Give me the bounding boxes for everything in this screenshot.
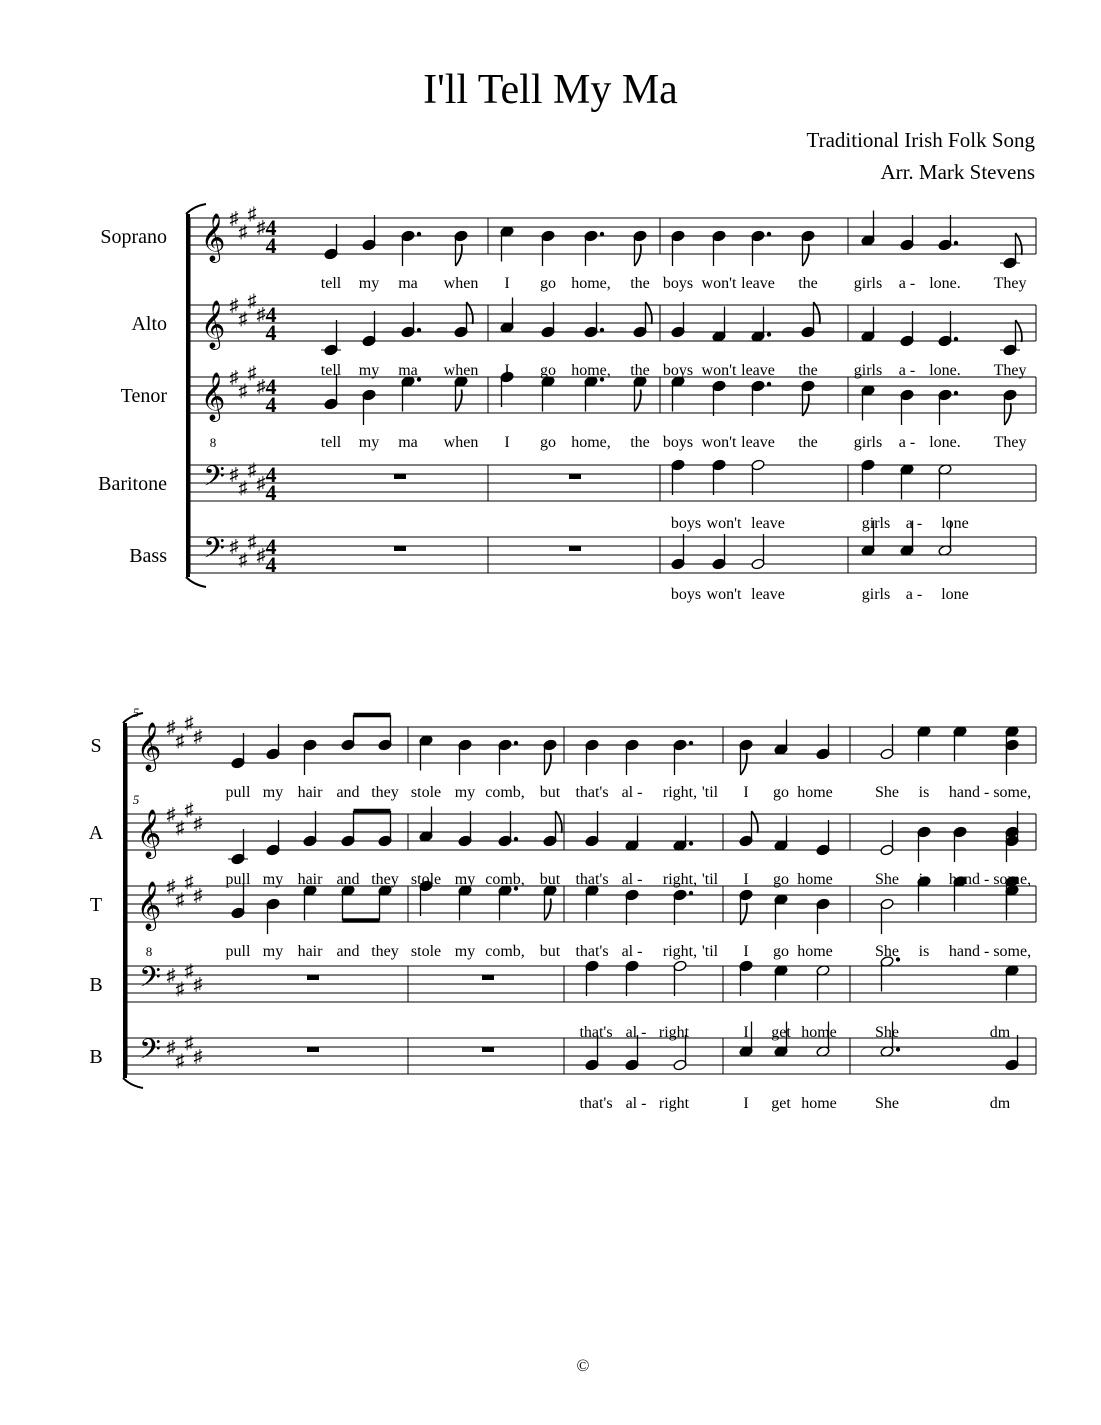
dot	[600, 328, 604, 332]
bass-clef-icon: 𝄢	[139, 1035, 161, 1072]
staff-name: A	[88, 822, 104, 844]
whole-rest	[394, 546, 406, 551]
whole-rest	[482, 975, 494, 980]
lyric-syllable: my	[262, 943, 284, 960]
sharp-icon: ♯	[238, 308, 248, 329]
treble-clef-icon: 𝄞	[200, 374, 226, 420]
dot	[417, 328, 421, 332]
lyric-syllable: leave	[741, 434, 775, 451]
lyric-syllable: dm	[989, 1024, 1011, 1041]
staff-name: Tenor	[120, 385, 167, 407]
lyric-syllable: al -	[625, 1024, 647, 1041]
lyric-syllable: hair	[297, 784, 323, 801]
lyric-syllable: tell	[320, 275, 342, 292]
dot	[767, 232, 771, 236]
time-signature-numerator: 4	[265, 374, 277, 399]
lyric-syllable: boys	[670, 586, 702, 603]
staff-name: B	[89, 974, 103, 996]
composer-credit: Traditional Irish Folk Song	[806, 128, 1035, 152]
lyric-syllable: is	[918, 871, 930, 888]
lyric-syllable: stole	[410, 943, 442, 960]
lyric-syllable: She	[875, 943, 899, 960]
lyric-syllable: boys	[670, 515, 702, 532]
lyric-syllable: al -	[621, 784, 643, 801]
staff-name: Baritone	[98, 473, 167, 495]
dot	[767, 382, 771, 386]
lyric-syllable: but	[539, 943, 561, 960]
sharp-icon: ♯	[256, 376, 266, 396]
lyric-syllable: the	[630, 275, 650, 292]
lyric-syllable: is	[918, 943, 930, 960]
sharp-icon: ♯	[193, 1046, 203, 1066]
sharp-icon: ♯	[193, 726, 203, 746]
lyric-syllable: that's	[575, 784, 609, 801]
sharp-icon: ♯	[256, 473, 266, 493]
bass-clef-icon: 𝄢	[203, 534, 225, 571]
whole-rest	[394, 474, 406, 479]
lyric-syllable: but	[539, 871, 561, 888]
dot	[689, 741, 693, 745]
lyric-syllable: go	[773, 784, 789, 801]
bracket-top	[186, 204, 206, 214]
lyric-syllable: my	[262, 871, 284, 888]
lyric-syllable: al -	[621, 871, 643, 888]
system-bracket	[123, 723, 127, 1078]
lyric-syllable: boys	[662, 275, 694, 292]
eighth-flag	[456, 390, 462, 412]
octave-marker: 8	[145, 944, 153, 959]
time-signature-denominator: 4	[265, 392, 277, 417]
whole-rest	[307, 1047, 319, 1052]
dot	[417, 232, 421, 236]
lyric-syllable: my	[454, 871, 476, 888]
lyric-syllable: She	[875, 871, 899, 888]
sharp-icon: ♯	[238, 477, 248, 498]
lyric-syllable: a -	[905, 586, 923, 603]
lyric-syllable: home	[801, 1024, 837, 1041]
lyric-syllable: 'til	[701, 784, 719, 801]
sharp-icon: ♯	[256, 304, 266, 324]
lyric-syllable: right	[658, 1095, 690, 1112]
lyric-syllable: won't	[706, 586, 742, 603]
treble-clef-icon: 𝄞	[136, 724, 162, 770]
lyric-syllable: ma	[398, 362, 418, 379]
sharp-icon: ♯	[229, 367, 239, 387]
lyric-syllable: I	[504, 362, 510, 379]
lyric-syllable: my	[262, 784, 284, 801]
lyric-syllable: won't	[701, 434, 737, 451]
lyric-syllable: pull	[225, 784, 251, 801]
lyric-syllable: won't	[701, 275, 737, 292]
lyric-syllable: I	[743, 784, 749, 801]
lyric-syllable: that's	[579, 1024, 613, 1041]
sharp-icon: ♯	[166, 1037, 176, 1057]
lyric-syllable: 'til	[701, 871, 719, 888]
lyric-syllable: the	[798, 434, 818, 451]
sharp-icon: ♯	[193, 813, 203, 833]
bracket-bottom	[186, 577, 206, 587]
time-signature-denominator: 4	[265, 480, 277, 505]
dot	[954, 241, 958, 245]
sharp-icon: ♯	[184, 1032, 194, 1053]
lyric-syllable: my	[358, 275, 380, 292]
eighth-flag	[1005, 403, 1011, 425]
song-title: I'll Tell My Ma	[423, 67, 678, 113]
lyric-syllable: that's	[575, 943, 609, 960]
lyric-syllable: that's	[575, 871, 609, 888]
lyric-syllable: ma	[398, 275, 418, 292]
sharp-icon: ♯	[184, 960, 194, 981]
eighth-flag	[456, 244, 462, 266]
lyric-syllable: get	[771, 1024, 791, 1041]
staff-name: S	[90, 735, 102, 757]
lyric-syllable: right,	[662, 943, 698, 960]
sharp-icon: ♯	[175, 1050, 185, 1071]
staff-name: B	[89, 1046, 103, 1068]
sharp-icon: ♯	[166, 717, 176, 737]
lyric-syllable: I	[743, 1024, 749, 1041]
treble-clef-icon: 𝄞	[200, 215, 226, 261]
lyric-syllable: and	[336, 871, 360, 888]
sharp-icon: ♯	[193, 974, 203, 994]
lyric-syllable: comb,	[485, 871, 525, 888]
lyric-syllable: they	[371, 943, 399, 960]
lyric-syllable: boys	[662, 362, 694, 379]
lyric-syllable: the	[630, 434, 650, 451]
lyric-syllable: stole	[410, 871, 442, 888]
lyric-syllable: girls	[853, 434, 883, 451]
lyric-syllable: al -	[621, 943, 643, 960]
sharp-icon: ♯	[238, 221, 248, 242]
time-signature-denominator: 4	[265, 233, 277, 258]
sharp-icon: ♯	[166, 965, 176, 985]
lyric-syllable: won't	[701, 362, 737, 379]
lyric-syllable: is	[918, 784, 930, 801]
lyric-syllable: girls	[861, 515, 891, 532]
sharp-icon: ♯	[247, 290, 257, 311]
bass-clef-icon: 𝄢	[139, 963, 161, 1000]
sharp-icon: ♯	[184, 712, 194, 733]
lyric-syllable: 'til	[701, 943, 719, 960]
lyric-syllable: girls	[853, 275, 883, 292]
sharp-icon: ♯	[184, 871, 194, 892]
lyric-syllable: lone	[941, 586, 969, 603]
lyric-syllable: lone.	[929, 362, 961, 379]
eighth-flag	[741, 753, 747, 775]
lyric-syllable: al -	[625, 1095, 647, 1112]
time-signature-numerator: 4	[265, 302, 277, 327]
sharp-icon: ♯	[175, 978, 185, 999]
eighth-flag	[635, 390, 641, 412]
lyric-syllable: hand - some,	[948, 943, 1032, 960]
lyric-syllable: when	[443, 275, 479, 292]
lyric-syllable: go	[540, 434, 556, 451]
whole-rest	[307, 975, 319, 980]
lyric-syllable: stole	[410, 784, 442, 801]
sharp-icon: ♯	[166, 804, 176, 824]
staff-name: T	[89, 894, 103, 916]
lyric-syllable: they	[371, 871, 399, 888]
lyric-syllable: leave	[741, 362, 775, 379]
bracket-bottom	[123, 1078, 143, 1088]
lyric-syllable: and	[336, 943, 360, 960]
lyric-syllable: home	[801, 1095, 837, 1112]
dot	[514, 837, 518, 841]
copyright-notice: ©	[576, 1356, 590, 1375]
lyric-syllable: right,	[662, 784, 698, 801]
lyric-syllable: go	[540, 275, 556, 292]
lyric-syllable: right,	[662, 871, 698, 888]
lyric-syllable: right	[658, 1024, 690, 1041]
time-signature-numerator: 4	[265, 462, 277, 487]
whole-rest	[482, 1047, 494, 1052]
lyric-syllable: home	[797, 871, 833, 888]
lyric-syllable: girls	[861, 586, 891, 603]
system-bracket	[186, 214, 190, 577]
dot	[689, 891, 693, 895]
measure-number: 5	[132, 792, 140, 807]
sharp-icon: ♯	[238, 549, 248, 570]
lyric-syllable: home,	[571, 275, 611, 292]
lyric-syllable: girls	[853, 362, 883, 379]
lyric-syllable: They	[993, 434, 1027, 451]
lyric-syllable: but	[539, 784, 561, 801]
lyric-syllable: a -	[898, 275, 916, 292]
lyric-syllable: home	[797, 784, 833, 801]
lyric-syllable: the	[798, 362, 818, 379]
sharp-icon: ♯	[247, 459, 257, 480]
lyric-syllable: comb,	[485, 784, 525, 801]
lyric-syllable: lone.	[929, 434, 961, 451]
lyric-syllable: go	[540, 362, 556, 379]
lyric-syllable: the	[630, 362, 650, 379]
octave-marker: 8	[209, 435, 217, 450]
lyric-syllable: I	[743, 1095, 749, 1112]
time-signature-numerator: 4	[265, 215, 277, 240]
dot	[689, 841, 693, 845]
eighth-flag	[545, 899, 551, 921]
lyric-syllable: hand - some,	[948, 871, 1032, 888]
dot	[954, 337, 958, 341]
eighth-flag	[635, 244, 641, 266]
treble-clef-icon: 𝄞	[136, 811, 162, 857]
dot	[767, 332, 771, 336]
staff-name: Alto	[131, 313, 167, 335]
lyric-syllable: home,	[571, 362, 611, 379]
lyric-syllable: a -	[898, 434, 916, 451]
staff-name: Soprano	[100, 226, 167, 248]
lyric-syllable: a -	[898, 362, 916, 379]
sharp-icon: ♯	[229, 208, 239, 228]
sharp-icon: ♯	[247, 203, 257, 224]
lyric-syllable: She	[875, 1024, 899, 1041]
time-signature-denominator: 4	[265, 320, 277, 345]
lyric-syllable: leave	[741, 275, 775, 292]
bass-clef-icon: 𝄢	[203, 462, 225, 499]
lyric-syllable: leave	[751, 515, 785, 532]
lyric-syllable: that's	[579, 1095, 613, 1112]
sharp-icon: ♯	[193, 885, 203, 905]
sharp-icon: ♯	[256, 545, 266, 565]
lyric-syllable: boys	[662, 434, 694, 451]
whole-rest	[569, 546, 581, 551]
lyric-syllable: They	[993, 275, 1027, 292]
lyric-syllable: hand - some,	[948, 784, 1032, 801]
sharp-icon: ♯	[247, 531, 257, 552]
sharp-icon: ♯	[229, 536, 239, 556]
lyric-syllable: get	[771, 1095, 791, 1112]
lyric-syllable: I	[504, 275, 510, 292]
time-signature-denominator: 4	[265, 552, 277, 577]
measure-number: 5	[132, 705, 140, 720]
lyric-syllable: pull	[225, 871, 251, 888]
lyric-syllable: when	[443, 362, 479, 379]
lyric-syllable: a -	[905, 515, 923, 532]
lyric-syllable: they	[371, 784, 399, 801]
lyric-syllable: go	[773, 871, 789, 888]
eighth-flag	[545, 753, 551, 775]
lyric-syllable: lone	[941, 515, 969, 532]
lyric-syllable: hair	[297, 871, 323, 888]
sharp-icon: ♯	[238, 380, 248, 401]
sharp-icon: ♯	[175, 889, 185, 910]
treble-clef-icon: 𝄞	[136, 883, 162, 929]
arranger-credit: Arr. Mark Stevens	[880, 160, 1035, 184]
staff-name: Bass	[129, 545, 167, 567]
lyric-syllable: my	[358, 362, 380, 379]
lyric-syllable: I	[743, 943, 749, 960]
lyric-syllable: home	[797, 943, 833, 960]
time-signature-numerator: 4	[265, 534, 277, 559]
whole-rest	[569, 474, 581, 479]
lyric-syllable: go	[773, 943, 789, 960]
sharp-icon: ♯	[247, 362, 257, 383]
lyric-syllable: my	[454, 784, 476, 801]
dot	[600, 232, 604, 236]
lyric-syllable: tell	[320, 434, 342, 451]
lyric-syllable: They	[993, 362, 1027, 379]
treble-clef-icon: 𝄞	[200, 302, 226, 348]
lyric-syllable: hair	[297, 943, 323, 960]
dot	[954, 391, 958, 395]
lyric-syllable: pull	[225, 943, 251, 960]
lyric-syllable: She	[875, 1095, 899, 1112]
lyric-syllable: the	[798, 275, 818, 292]
lyric-syllable: won't	[706, 515, 742, 532]
sharp-icon: ♯	[175, 817, 185, 838]
sharp-icon: ♯	[256, 217, 266, 237]
lyric-syllable: lone.	[929, 275, 961, 292]
lyric-syllable: and	[336, 784, 360, 801]
sharp-icon: ♯	[229, 295, 239, 315]
lyric-syllable: I	[743, 871, 749, 888]
dot	[896, 1047, 900, 1051]
lyric-syllable: comb,	[485, 943, 525, 960]
lyric-syllable: my	[454, 943, 476, 960]
lyric-syllable: I	[504, 434, 510, 451]
sharp-icon: ♯	[184, 799, 194, 820]
lyric-syllable: tell	[320, 362, 342, 379]
lyric-syllable: ma	[398, 434, 418, 451]
sharp-icon: ♯	[175, 730, 185, 751]
lyric-syllable: my	[358, 434, 380, 451]
lyric-syllable: home,	[571, 434, 611, 451]
lyric-syllable: She	[875, 784, 899, 801]
lyric-syllable: dm	[989, 1095, 1011, 1112]
lyric-syllable: leave	[751, 586, 785, 603]
lyric-syllable: when	[443, 434, 479, 451]
sharp-icon: ♯	[229, 464, 239, 484]
eighth-flag	[803, 244, 809, 266]
dot	[514, 741, 518, 745]
sharp-icon: ♯	[166, 876, 176, 896]
